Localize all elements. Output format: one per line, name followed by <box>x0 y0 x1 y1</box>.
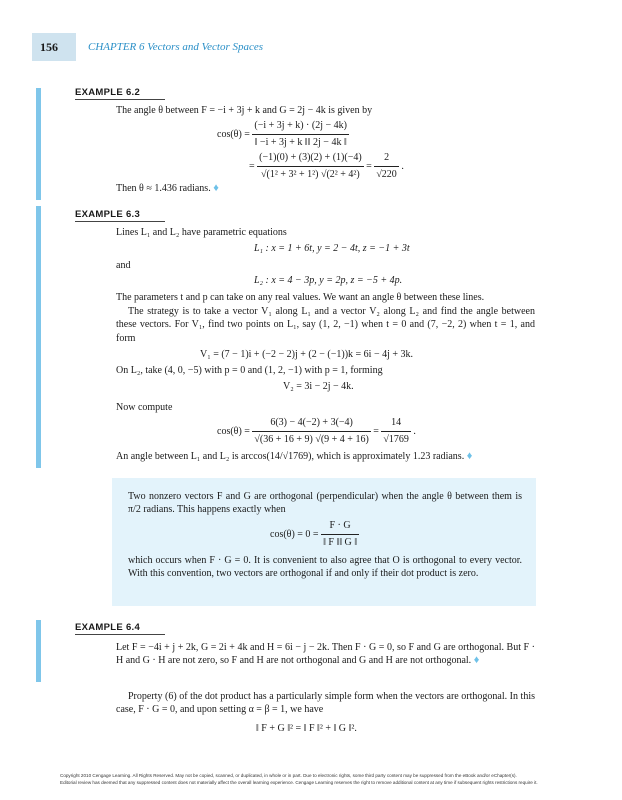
equals-sign: = <box>366 160 372 172</box>
fraction-numerator: 2 <box>374 151 399 167</box>
example-heading-rule <box>75 634 165 635</box>
fraction-denominator: √220 <box>376 169 397 180</box>
end-of-example-icon: ♦ <box>213 182 219 194</box>
conclusion-text: Then θ ≈ 1.436 radians. <box>116 183 211 194</box>
fraction <box>252 119 349 150</box>
fraction-denominator: √(1² + 3² + 1²) √(2² + 4²) <box>261 169 360 180</box>
now-compute-text: Now compute <box>116 402 173 413</box>
cos-equation-continued <box>249 151 404 182</box>
pythagorean-equation: ‖ F + G ‖² = ‖ F ‖² + ‖ G ‖². <box>256 723 357 734</box>
end-of-example-icon: ♦ <box>473 654 480 667</box>
example-margin-bar <box>36 206 41 468</box>
copyright-line: Copyright 2010 Cengage Learning. All Rights Reserved. May not be copied, scanned, or duplicated, in whole or in part. Due to electronic rights, some third party content may be suppressed from the eBook and/or eChapter(s). <box>60 773 517 778</box>
cos-lhs: cos(θ) = 0 = <box>270 528 319 540</box>
end-of-example-icon: ♦ <box>466 450 473 462</box>
definition-text: which occurs when F · G = 0. It is convenient to also agree that O is orthogonal to every vector. With this convention, two vectors are orthogonal if and only if their dot product is zero. <box>128 555 522 580</box>
orthogonal-equation <box>270 519 359 550</box>
fraction <box>321 519 359 550</box>
fraction-numerator: (−1)(0) + (3)(2) + (1)(−4) <box>257 151 364 167</box>
fraction-denominator: √1769 <box>383 434 409 445</box>
example-conclusion <box>116 450 472 463</box>
line-l2-equation: L₂ : x = 4 − 3p, y = 2p, z = −5 + 4p. <box>254 275 403 286</box>
chapter-title: CHAPTER 6 Vectors and Vector Spaces <box>88 41 264 53</box>
example-heading-rule <box>75 221 165 222</box>
definition-text: Two nonzero vectors F and G are orthogonal (perpendicular) when the angle θ between them is π/2 radians. This happens exactly when <box>128 491 522 516</box>
period: . <box>413 425 416 437</box>
fraction-denominator: ‖ −i + 3j + k ‖‖ 2j − 4k ‖ <box>254 137 347 148</box>
connector-text: and <box>116 260 131 271</box>
v1-equation: V₁ = (7 − 1)i + (−2 − 2)j + (2 − (−1))k = 6i − 4j + 3k. <box>200 349 413 360</box>
copyright-line: Editorial review has deemed that any suppressed content does not materially affect the overall learning experience. Cengage Learning reserves the right to remove additional content at any time if subsequent rights restrictions require it. <box>60 780 538 785</box>
example-heading: EXAMPLE 6.3 <box>75 209 141 220</box>
example-text <box>116 641 535 668</box>
property-paragraph: Property (6) of the dot product has a particularly simple form when the vectors are orthogonal. In this case, F · G = 0, and upon setting α = β = 1, we have <box>116 691 535 716</box>
cos-lhs: cos(θ) = <box>217 425 250 437</box>
equals-sign: = <box>249 160 255 172</box>
cos-lhs: cos(θ) = <box>217 128 250 140</box>
example-heading: EXAMPLE 6.2 <box>75 87 141 98</box>
example-conclusion <box>116 182 219 195</box>
cos-equation <box>217 416 416 447</box>
fraction <box>252 416 370 447</box>
example-intro: The angle θ between F = −i + 3j + k and G = 2j − 4k is given by <box>116 105 373 116</box>
cos-equation <box>217 119 349 150</box>
period: . <box>401 160 404 172</box>
example-heading: EXAMPLE 6.4 <box>75 622 141 633</box>
example-margin-bar <box>36 88 41 200</box>
on-l2-text: On L₂, take (4, 0, −5) with p = 0 and (1, 2, −1) with p = 1, forming <box>116 365 383 376</box>
page-number: 156 <box>40 40 58 54</box>
equals-sign: = <box>373 425 379 437</box>
fraction <box>257 151 364 182</box>
example-body: Let F = −4i + j + 2k, G = 2i + 4k and H = 6i − j − 2k. Then F · G = 0, so F and G are orthogonal. But F · H and G · H are not zero, so F and H are not orthogonal and G and H are not orthogonal. <box>116 642 535 667</box>
fraction-numerator: 6(3) − 4(−2) + 3(−4) <box>252 416 370 432</box>
example-heading-rule <box>75 99 165 100</box>
fraction-numerator: 14 <box>381 416 411 432</box>
example-margin-bar <box>36 620 41 682</box>
example-intro: Lines L₁ and L₂ have parametric equations <box>116 227 287 238</box>
fraction-numerator: F · G <box>321 519 359 535</box>
v2-equation: V₂ = 3i − 2j − 4k. <box>283 381 354 392</box>
strategy-paragraph: The strategy is to take a vector V₁ along L₁ and a vector V₂ along L₂ and find the angle between these vectors. For V₁, find two points on L₁, say (1, 2, −1) when t = 0 and (7, −2, 2) when t = 1, and form <box>116 306 535 344</box>
fraction <box>381 416 411 447</box>
fraction <box>374 151 399 182</box>
fraction-numerator: (−i + 3j + k) · (2j − 4k) <box>252 119 349 135</box>
conclusion-text: An angle between L₁ and L₂ is arccos(14/√1769), which is approximately 1.23 radians. <box>116 451 465 462</box>
line-l1-equation: L₁ : x = 1 + 6t, y = 2 − 4t, z = −1 + 3t <box>254 243 410 254</box>
parameters-text: The parameters t and p can take on any real values. We want an angle θ between these lines. <box>116 292 485 303</box>
fraction-denominator: √(36 + 16 + 9) √(9 + 4 + 16) <box>254 434 369 445</box>
fraction-denominator: ‖ F ‖‖ G ‖ <box>323 537 358 548</box>
